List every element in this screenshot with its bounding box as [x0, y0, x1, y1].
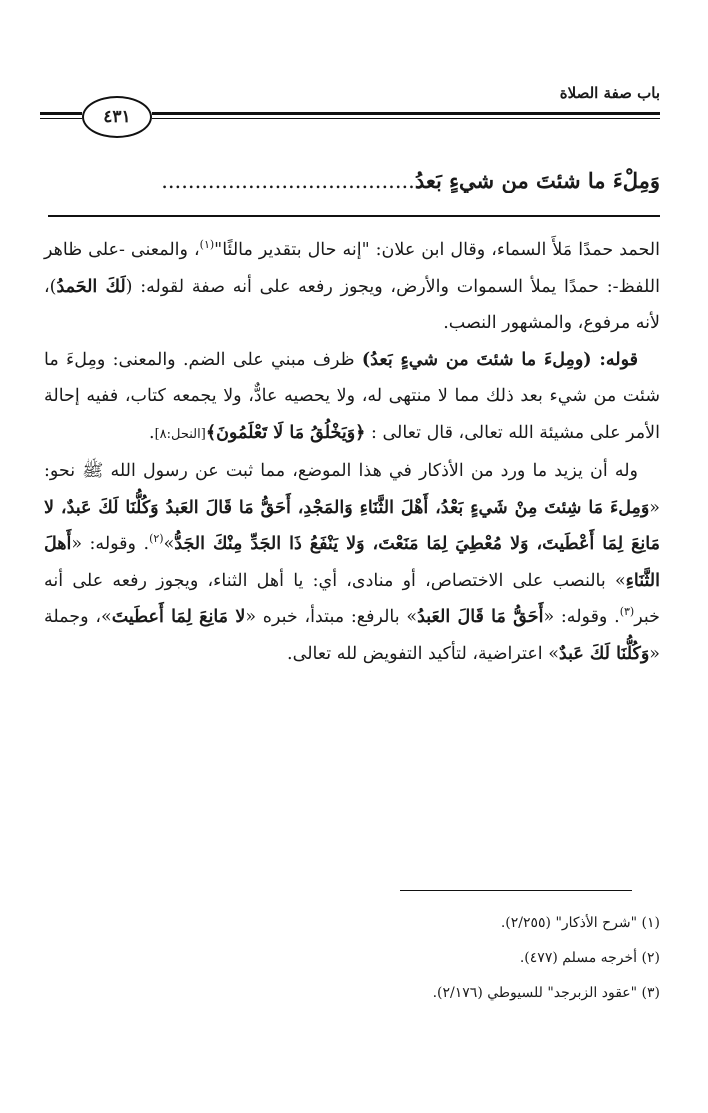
text-run: [النحل:٨] [154, 426, 206, 442]
text-run: » بالرفع: مبتدأ، خبره « [245, 607, 418, 627]
paragraph [44, 342, 660, 454]
header-rule [152, 112, 660, 115]
quoted-text: وَكُلُّنَا لَكَ عَبدٌ [558, 643, 650, 664]
header-rule-left-thin [40, 118, 82, 119]
quoted-text: ﴿وَيَخْلُقُ مَا لَا تَعْلَمُونَ﴾ [205, 422, 366, 443]
text-run: » اعتراضية، لتأكيد التفويض لله تعالى. [287, 643, 559, 664]
paragraph [44, 232, 660, 342]
header-rule-left [40, 112, 82, 115]
quoted-text: قوله: (ومِلءَ ما شئتَ من شيءٍ بَعدُ) [361, 349, 638, 370]
text-run: . وقوله: « [543, 607, 620, 627]
heading-rule [48, 215, 660, 217]
text-run: )، لأنه مرفوع، والمشهور النصب. [44, 276, 660, 333]
section-heading-text: وَمِلْءَ ما شئتَ من شيءٍ بَعدُ [414, 168, 660, 193]
page-number: ٤٣١ [103, 107, 131, 127]
footnote-marker: (٢) [149, 532, 164, 546]
quoted-text: أَحَقُّ مَا قَالَ العَبدُ [417, 607, 544, 627]
text-run: » بالنصب على الاختصاص، أو منادى، أي: يا أهل الثناء، ويجوز رفعه على أنه خبر [44, 570, 660, 627]
text-run: . [149, 422, 155, 443]
text-run: » [163, 534, 175, 554]
main-text [44, 232, 660, 672]
footnotes [48, 906, 660, 1011]
quoted-text: لا مَانِعَ لِمَا أَعطَيتَ [111, 607, 246, 627]
footnote-marker: (٣) [619, 605, 635, 619]
footnote-separator [400, 890, 632, 891]
header-rule-thin [152, 118, 660, 119]
footnote: (٣) "عقود الزبرجد" للسيوطي (٢/١٧٦). [432, 985, 660, 1001]
text-run: »، وجملة « [44, 607, 660, 664]
heading-dots: ...................................... [161, 169, 415, 193]
text-run: الحمد حمدًا مَلأَ السماء، وقال ابن علان: "إنه حال بتقدير مالئًا" [214, 240, 660, 260]
text-run: وله أن يزيد ما ورد من الأذكار في هذا الموضع، مما ثبت عن رسول الله ﷺ نحو: « [44, 461, 660, 518]
quoted-text: أَهلَ الثَّنَاءِ [44, 534, 660, 591]
text-run: ، والمعنى -على ظاهر اللفظ-: حمدًا يملأ السموات والأرض، ويجوز رفعه على أنه صفة لقوله: ( [44, 240, 660, 297]
section-heading [48, 168, 660, 193]
page-number-badge [82, 96, 152, 138]
text-run: ظرف مبني على الضم. والمعنى: ومِلءَ ما شئت من شيء بعد ذلك مما لا منتهى له، ولا يحصيه عادٌّ، ولا يجمعه كتاب، ففيه إحالة الأمر على مشيئة الله تعالى، قال تعالى : [44, 349, 660, 443]
paragraph [44, 453, 660, 672]
footnote: (٢) أخرجه مسلم (٤٧٧). [519, 950, 660, 966]
chapter-title: باب صفة الصلاة [559, 84, 660, 102]
text-run: . وقوله: « [71, 534, 150, 554]
footnote-marker: (١) [199, 238, 215, 252]
quoted-text: لَكَ الحَمدُ [56, 276, 126, 297]
quoted-text: وَمِلءَ مَا شِئتَ مِنْ شَيءٍ بَعْدُ، أَهْلَ الثَّنَاءِ وَالمَجْدِ، أَحَقُّ مَا قَالَ العَبدُ وَكُلُّنَا لَكَ عَبدٌ، لا مَانِعَ لِمَا أَعْطَيتَ، وَلا مُعْطِيَ لِمَا مَنَعْتَ، وَلا يَنْفَعُ ذَا الجَدِّ مِنْكَ الجَدُّ [44, 497, 660, 554]
footnote: (١) "شرح الأذكار" (٢/٢٥٥). [500, 915, 660, 931]
